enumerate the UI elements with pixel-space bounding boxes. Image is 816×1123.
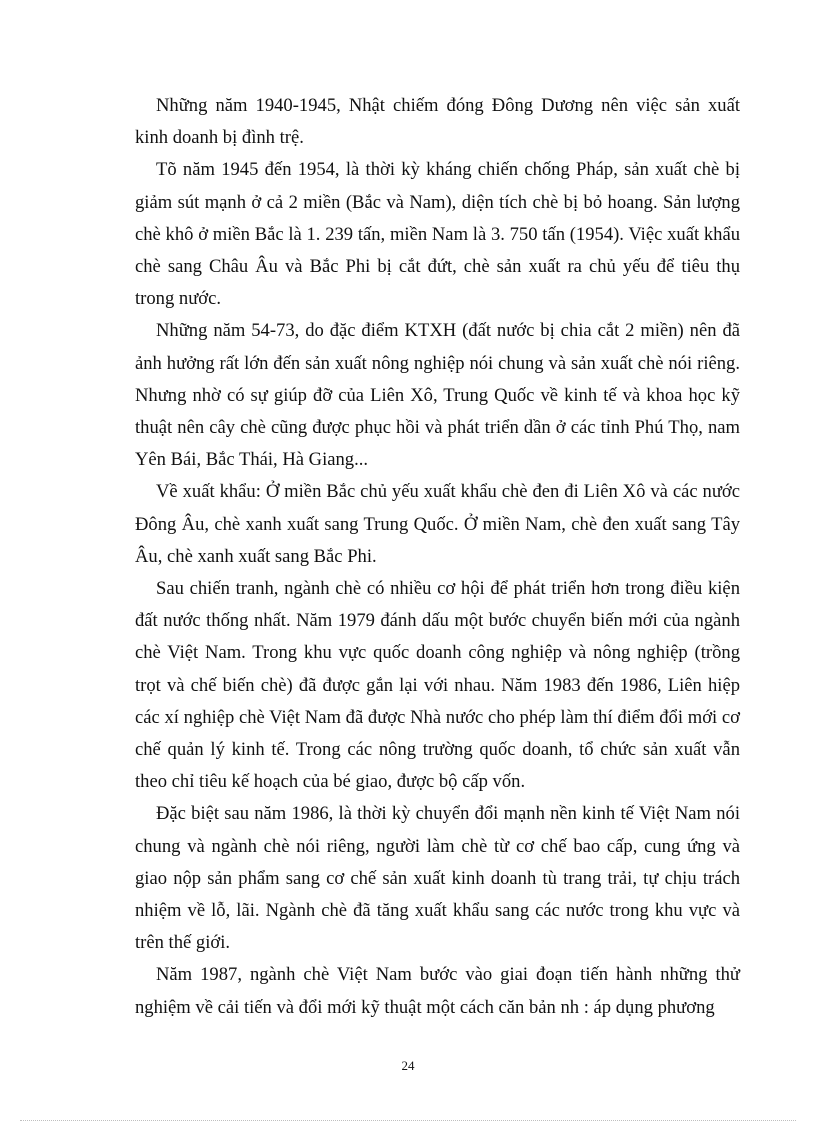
body-text <box>135 90 740 1024</box>
footer-divider <box>20 1120 796 1121</box>
paragraph-4: Về xuất khẩu: Ở miền Bắc chủ yếu xuất khẩu chè đen đi Liên Xô và các nước Đông Âu, chè xanh xuất sang Trung Quốc. Ở miền Nam, chè đen xuất sang Tây Âu, chè xanh xuất sang Bắc Phi. <box>135 481 740 567</box>
paragraph-2: Tõ năm 1945 đến 1954, là thời kỳ kháng chiến chống Pháp, sản xuất chè bị giảm sút mạnh ở cả 2 miền (Bắc và Nam), diện tích chè bị bỏ hoang. Sản lượng chè khô ở miền Bắc là 1. 239 tấn, miền Nam là 3. 750 tấn (1954). Việc xuất khẩu chè sang Châu Âu và Bắc Phi bị cắt đứt, chè sản xuất ra chủ yếu để tiêu thụ trong nước. <box>135 159 740 310</box>
page-number: 24 <box>401 1058 415 1073</box>
paragraph-3: Những năm 54-73, do đặc điểm KTXH (đất nước bị chia cắt 2 miền) nên đã ảnh hưởng rất lớn đến sản xuất nông nghiệp nói chung và sản xuất chè nói riêng. Nhưng nhờ có sự giúp đỡ của Liên Xô, Trung Quốc về kinh tế và khoa học kỹ thuật nên cây chè cũng được phục hồi và phát triển dần ở các tỉnh Phú Thọ, nam Yên Bái, Bắc Thái, Hà Giang... <box>135 320 740 471</box>
paragraph-5: Sau chiến tranh, ngành chè có nhiều cơ hội để phát triển hơn trong điều kiện đất nước thống nhất. Năm 1979 đánh dấu một bước chuyển biến mới của ngành chè Việt Nam. Trong khu vực quốc doanh công nghiệp và nông nghiệp (trồng trọt và chế biến chè) đã được gắn lại với nhau. Năm 1983 đến 1986, Liên hiệp các xí nghiệp chè Việt Nam đã được Nhà nước cho phép làm thí điểm đổi mới cơ chế quản lý kinh tế. Trong các nông trường quốc doanh, tổ chức sản xuất vẫn theo chỉ tiêu kế hoạch của bé giao, được bộ cấp vốn. <box>135 578 740 793</box>
paragraph-1: Những năm 1940-1945, Nhật chiếm đóng Đông Dương nên việc sản xuất kinh doanh bị đình trệ. <box>135 95 740 149</box>
paragraph-7: Năm 1987, ngành chè Việt Nam bước vào giai đoạn tiến hành những thử nghiệm về cải tiến và đổi mới kỹ thuật một cách căn bản nh : áp dụng phương <box>135 964 740 1018</box>
paragraph-6: Đặc biệt sau năm 1986, là thời kỳ chuyển đổi mạnh nền kinh tế Việt Nam nói chung và ngành chè nói riêng, người làm chè từ cơ chế bao cấp, cung ứng và giao nộp sản phẩm sang cơ chế sản xuất kinh doanh tù trang trải, tự chịu trách nhiệm về lỗ, lãi. Ngành chè đã tăng xuất khẩu sang các nước trong khu vực và trên thế giới. <box>135 803 740 954</box>
